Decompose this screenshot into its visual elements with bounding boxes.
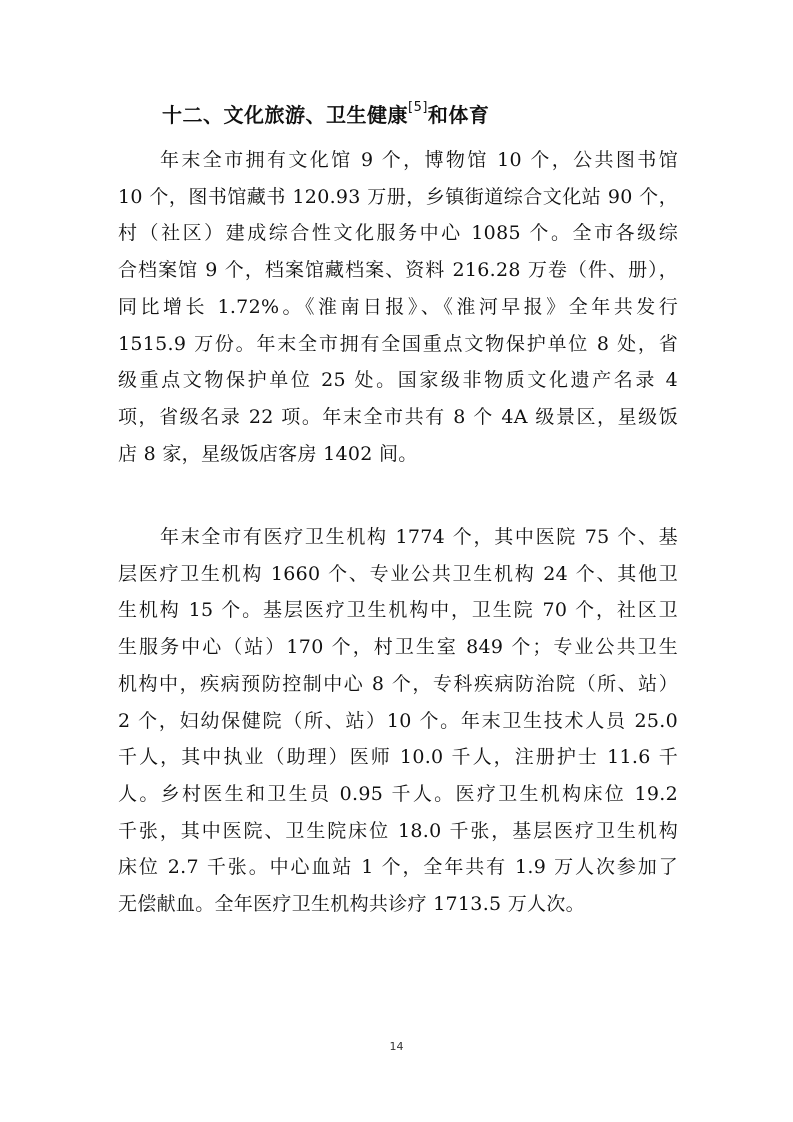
paragraph-line: 千张，其中医院、卫生院床位 18.0 千张，基层医疗卫生机构: [118, 819, 678, 842]
paragraph-line: 床位 2.7 千张。中心血站 1 个，全年共有 1.9 万人次参加了: [118, 856, 678, 879]
paragraph-line: 级重点文物保护单位 25 处。国家级非物质文化遗产名录 4: [118, 369, 678, 392]
paragraph-line: 层医疗卫生机构 1660 个、专业公共卫生机构 24 个、其他卫: [118, 562, 678, 585]
paragraph-culture-tourism: [118, 142, 678, 472]
paragraph-line: 店 8 家，星级饭店客房 1402 间。: [118, 442, 418, 465]
paragraph-line: 村（社区）建成综合性文化服务中心 1085 个。全市各级综: [118, 222, 678, 245]
paragraph-line: 1515.9 万份。年末全市拥有全国重点文物保护单位 8 处，省: [118, 332, 678, 355]
paragraph-line: 10 个，图书馆藏书 120.93 万册，乡镇街道综合文化站 90 个，: [118, 185, 678, 208]
paragraph-line: 生机构 15 个。基层医疗卫生机构中，卫生院 70 个，社区卫: [118, 599, 678, 622]
heading-text: 十二、文化旅游、卫生健康: [162, 103, 408, 127]
paragraph-health: [118, 519, 678, 923]
paragraph-line: 年末全市拥有文化馆 9 个，博物馆 10 个，公共图书馆: [160, 149, 678, 171]
paragraph-line: 机构中，疾病预防控制中心 8 个，专科疾病防治院（所、站）: [118, 672, 678, 695]
paragraph-line: 年末全市有医疗卫生机构 1774 个，其中医院 75 个、基: [160, 526, 678, 548]
paragraph-line: 千人，其中执业（助理）医师 10.0 千人，注册护士 11.6 千: [118, 746, 678, 769]
paragraph-line: 生服务中心（站）170 个，村卫生室 849 个；专业公共卫生: [118, 636, 678, 659]
footnote-marker[interactable]: [5]: [408, 100, 428, 115]
paragraph-line: 2 个，妇幼保健院（所、站）10 个。年末卫生技术人员 25.0: [118, 709, 678, 732]
paragraph-line: 人。乡村医生和卫生员 0.95 千人。医疗卫生机构床位 19.2: [118, 782, 678, 805]
paragraph-line: 无偿献血。全年医疗卫生机构共诊疗 1713.5 万人次。: [118, 893, 585, 916]
section-heading: [162, 100, 489, 130]
paragraph-line: 项，省级名录 22 项。年末全市共有 8 个 4A 级景区，星级饭: [118, 405, 678, 428]
page-number: 14: [389, 1040, 404, 1053]
heading-text-suffix: 和体育: [427, 103, 490, 127]
paragraph-line: 合档案馆 9 个，档案馆藏档案、资料 216.28 万卷（件、册），: [118, 259, 678, 282]
paragraph-line: 同比增长 1.72%。《淮南日报》、《淮河早报》全年共发行: [118, 295, 678, 318]
